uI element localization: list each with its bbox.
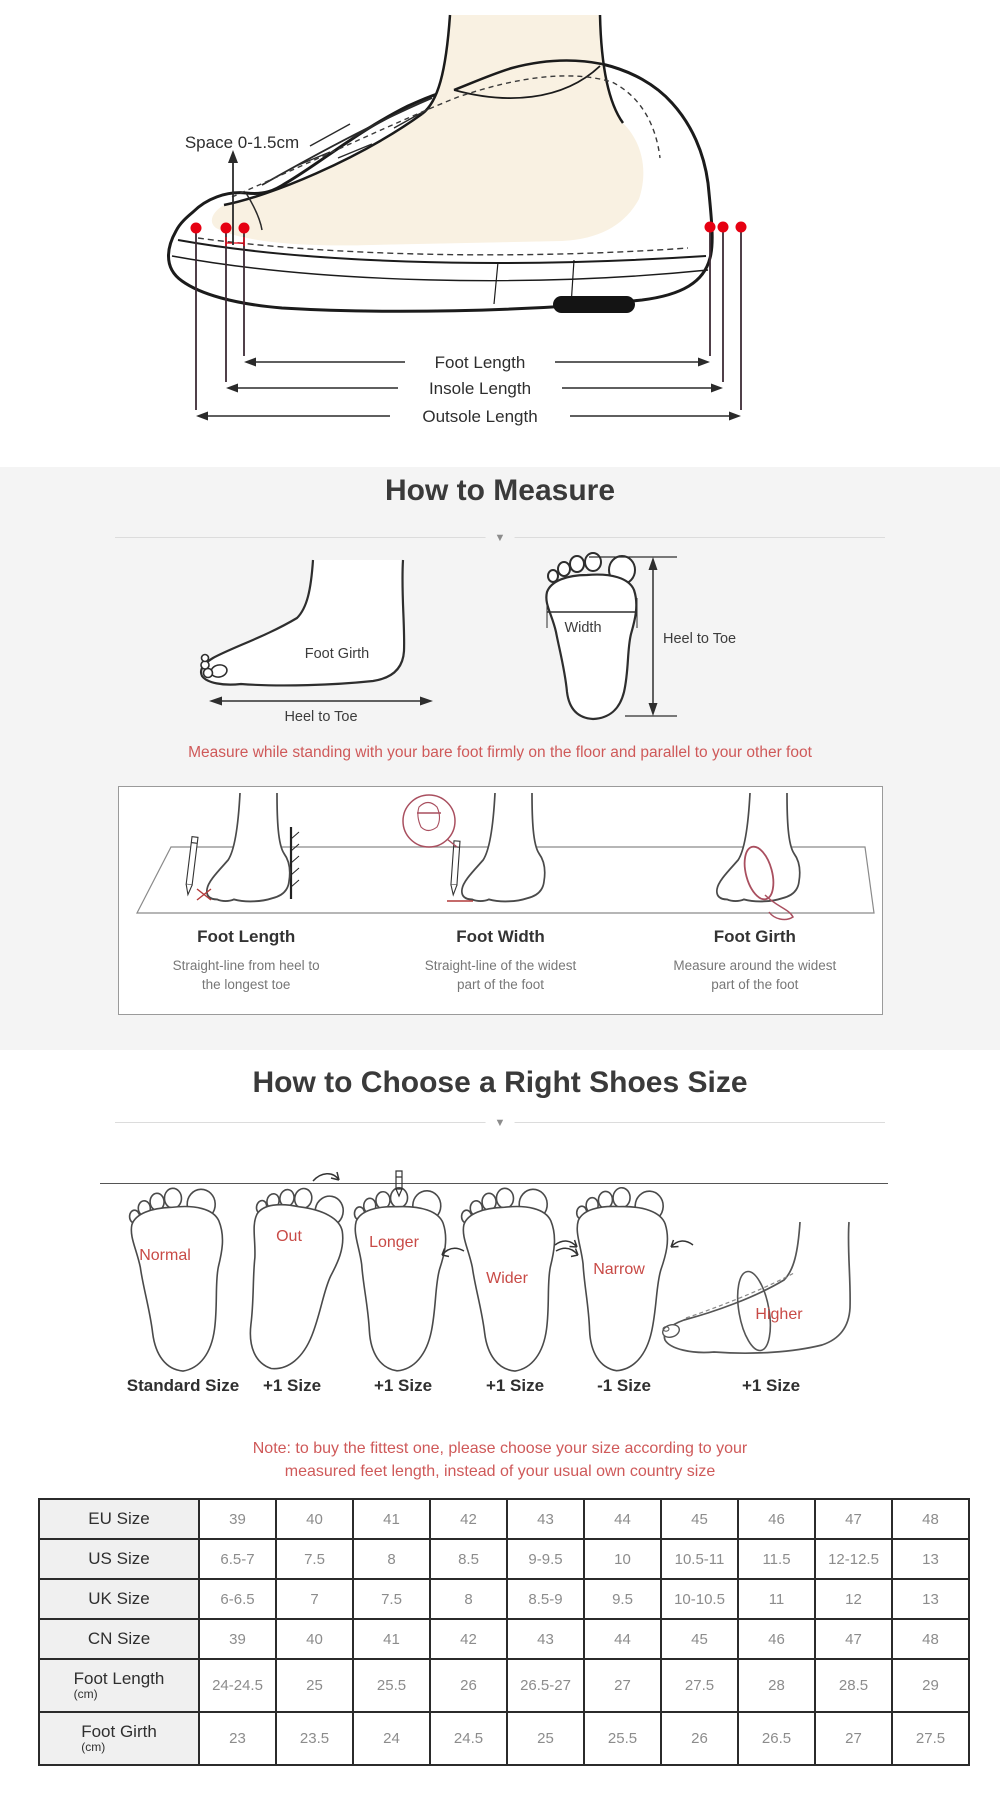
row-header: EU Size (39, 1499, 199, 1539)
size-cell: 28 (738, 1659, 815, 1712)
foot-higher-illustration (652, 1218, 882, 1376)
table-row (39, 1539, 969, 1579)
size-cell: 29 (892, 1659, 969, 1712)
side-heel-to-toe-label: Heel to Toe (284, 709, 358, 725)
row-header: US Size (39, 1539, 199, 1579)
table-row (39, 1619, 969, 1659)
size-cell: 23 (199, 1712, 276, 1765)
side-foot-measure-diagram (195, 552, 445, 727)
foot-type-label: Normal (139, 1247, 191, 1264)
size-cell: 8 (353, 1539, 430, 1579)
size-cell: 26.5-27 (507, 1659, 584, 1712)
measure-section-title: How to Measure (384, 474, 616, 507)
size-cell: 26 (430, 1659, 507, 1712)
size-cell: 6-6.5 (199, 1579, 276, 1619)
size-advice-narrow: -1 Size (597, 1376, 651, 1395)
method-desc (119, 956, 373, 994)
size-cell: 39 (199, 1499, 276, 1539)
size-cell: 44 (584, 1499, 661, 1539)
size-advice-out: +1 Size (262, 1376, 322, 1395)
size-cell: 7.5 (276, 1539, 353, 1579)
size-cell: 41 (353, 1619, 430, 1659)
measure-instruction-text: Measure while standing with your bare foot firmly on the floor and parallel to your other foot (188, 744, 812, 761)
method-desc (628, 956, 882, 994)
size-note-line1: Note: to buy the fittest one, please choose your size according to your (252, 1440, 748, 1457)
method-desc-line: Measure around the widest (673, 958, 837, 973)
sole-heel-to-toe-label: Heel to Toe (663, 631, 737, 647)
foot-type-label: Longer (369, 1234, 419, 1251)
size-cell: 25 (276, 1659, 353, 1712)
size-cell: 8.5-9 (507, 1579, 584, 1619)
outsole-length-dim-label: Outsole Length (422, 407, 538, 426)
size-cell: 10-10.5 (661, 1579, 738, 1619)
size-cell: 41 (353, 1499, 430, 1539)
row-header: CN Size (39, 1619, 199, 1659)
size-cell: 45 (661, 1619, 738, 1659)
measure-title-divider (115, 532, 885, 544)
method-foot-girth (628, 927, 882, 994)
size-table-body (39, 1499, 969, 1765)
size-cell: 13 (892, 1539, 969, 1579)
size-cell: 40 (276, 1619, 353, 1659)
shoe-fit-diagram (0, 0, 1000, 467)
size-cell: 7.5 (353, 1579, 430, 1619)
size-cell: 40 (276, 1499, 353, 1539)
size-table (38, 1498, 970, 1766)
table-row (39, 1579, 969, 1619)
foot-type-label: Out (276, 1228, 302, 1245)
size-cell: 48 (892, 1499, 969, 1539)
size-cell: 24.5 (430, 1712, 507, 1765)
size-cell: 27.5 (892, 1712, 969, 1765)
size-cell: 43 (507, 1499, 584, 1539)
method-name: Foot Length (197, 927, 296, 946)
size-cell: 12-12.5 (815, 1539, 892, 1579)
triangle-down-icon: ▼ (486, 531, 515, 545)
size-cell: 47 (815, 1619, 892, 1659)
size-cell: 13 (892, 1579, 969, 1619)
size-cell: 8.5 (430, 1539, 507, 1579)
size-note (0, 1437, 1000, 1483)
size-cell: 11 (738, 1579, 815, 1619)
size-cell: 46 (738, 1619, 815, 1659)
method-desc-line: Straight-line of the widest (424, 958, 577, 973)
size-cell: 45 (661, 1499, 738, 1539)
size-cell: 39 (199, 1619, 276, 1659)
method-foot-width (373, 927, 627, 994)
method-desc-line: part of the foot (711, 977, 799, 992)
method-desc-line: part of the foot (456, 977, 545, 992)
measure-methods-box (118, 786, 883, 1015)
choose-section-title: How to Choose a Right Shoes Size (252, 1066, 748, 1099)
size-cell: 26.5 (738, 1712, 815, 1765)
foot-type-label: Higher (755, 1306, 803, 1323)
insole-length-dim-label: Insole Length (428, 379, 532, 398)
size-advice-higher: +1 Size (741, 1376, 801, 1395)
foot-type-label: Narrow (593, 1261, 645, 1278)
size-cell: 9-9.5 (507, 1539, 584, 1579)
size-cell: 26 (661, 1712, 738, 1765)
table-row (39, 1712, 969, 1765)
space-label: Space 0-1.5cm (184, 133, 300, 152)
size-cell: 7 (276, 1579, 353, 1619)
size-cell: 10.5-11 (661, 1539, 738, 1579)
size-cell: 44 (584, 1619, 661, 1659)
foot-type-label: Wider (486, 1270, 528, 1287)
size-cell: 24-24.5 (199, 1659, 276, 1712)
size-cell: 6.5-7 (199, 1539, 276, 1579)
size-cell: 25.5 (353, 1659, 430, 1712)
size-cell: 42 (430, 1499, 507, 1539)
method-desc-line: the longest toe (201, 977, 291, 992)
width-label: Width (564, 620, 602, 636)
triangle-down-icon: ▼ (486, 1116, 515, 1130)
method-foot-length (119, 927, 373, 994)
choose-title-divider (115, 1117, 885, 1129)
size-cell: 46 (738, 1499, 815, 1539)
size-advice-wider: +1 Size (485, 1376, 545, 1395)
pencil-2 (450, 841, 460, 895)
table-row (39, 1499, 969, 1539)
method-labels-row (119, 927, 882, 994)
size-cell: 43 (507, 1619, 584, 1659)
measure-methods-illustration (119, 789, 882, 921)
size-cell: 11.5 (738, 1539, 815, 1579)
row-header: Foot Girth (cm) (39, 1712, 199, 1765)
size-cell: 47 (815, 1499, 892, 1539)
wall-line (291, 827, 299, 899)
method-desc (373, 956, 627, 994)
foot-length-dim-label: Foot Length (434, 353, 526, 372)
method-name: Foot Width (456, 927, 545, 946)
size-cell: 12 (815, 1579, 892, 1619)
size-cell: 8 (430, 1579, 507, 1619)
size-cell: 28.5 (815, 1659, 892, 1712)
size-cell: 9.5 (584, 1579, 661, 1619)
size-cell: 25 (507, 1712, 584, 1765)
size-advice-standard: Standard Size (126, 1376, 240, 1395)
magnifier-detail (403, 795, 457, 847)
size-cell: 27 (584, 1659, 661, 1712)
size-cell: 27 (815, 1712, 892, 1765)
size-cell: 23.5 (276, 1712, 353, 1765)
size-cell: 24 (353, 1712, 430, 1765)
size-cell: 42 (430, 1619, 507, 1659)
size-cell: 25.5 (584, 1712, 661, 1765)
method-name: Foot Girth (713, 927, 796, 946)
size-note-line2: measured feet length, instead of your usual own country size (284, 1463, 716, 1480)
sole-foot-measure-diagram (525, 548, 755, 726)
table-row (39, 1659, 969, 1712)
method-desc-line: Straight-line from heel to (172, 958, 320, 973)
size-cell: 10 (584, 1539, 661, 1579)
pencil-1 (185, 837, 198, 895)
size-advice-longer: +1 Size (373, 1376, 433, 1395)
size-cell: 48 (892, 1619, 969, 1659)
row-header: Foot Length (cm) (39, 1659, 199, 1712)
foot-girth-label: Foot Girth (304, 646, 370, 662)
size-cell: 27.5 (661, 1659, 738, 1712)
row-header: UK Size (39, 1579, 199, 1619)
